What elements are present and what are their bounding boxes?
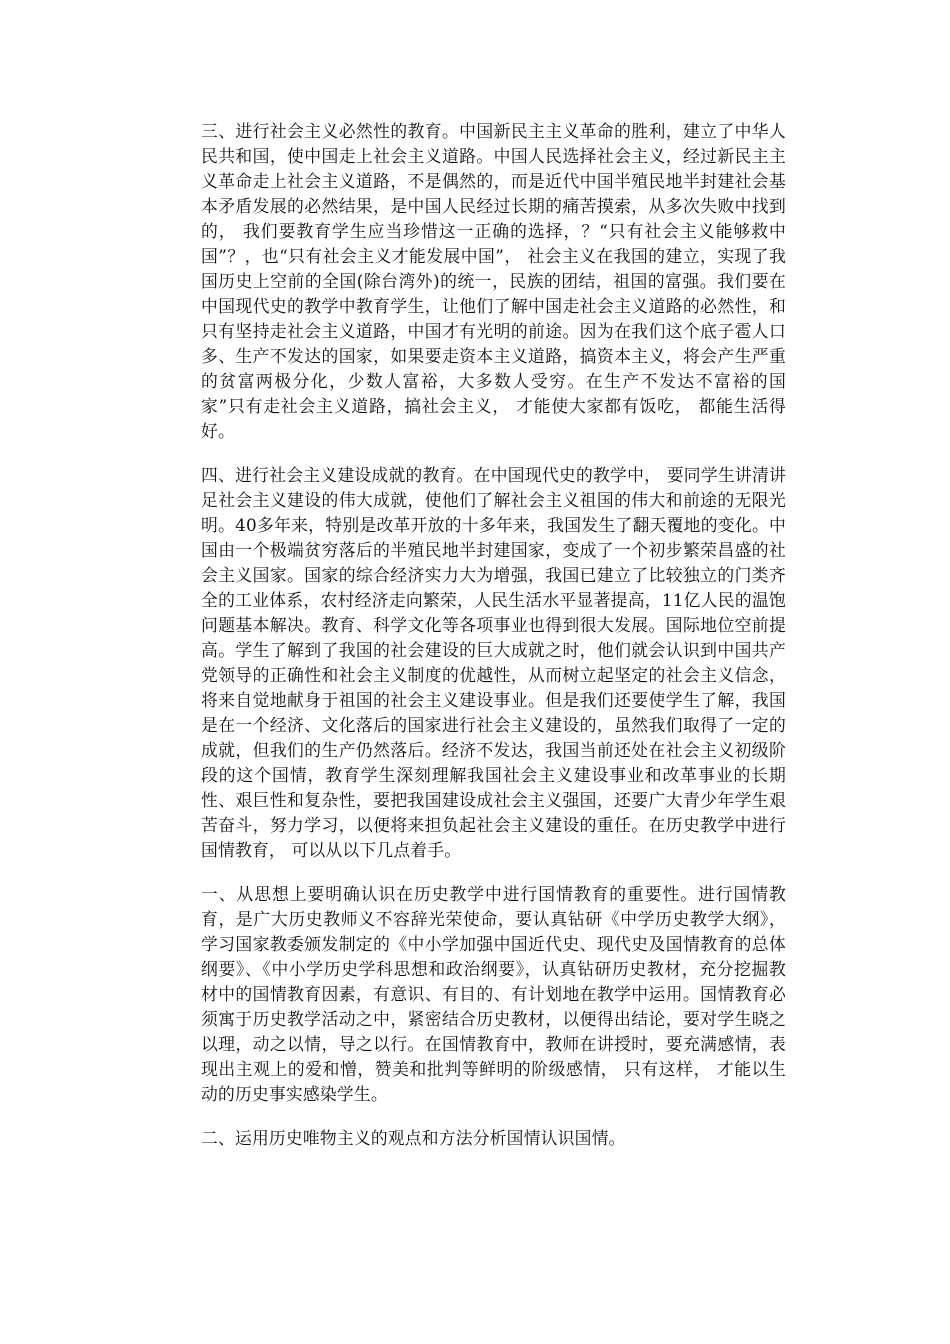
document-body: [201, 119, 786, 1151]
paragraph-socialism-inevitability: 三、进行社会主义必然性的教育。中国新民主主义革命的胜利，建立了中华人民共和国，使中国走上社会主义道路。中国人民选择社会主义，经过新民主主义革命走上社会主义道路，不是偶然的，而是近代中国半殖民地半封建社会基本矛盾发展的必然结果，是中国人民经过长期的痛苦摸索，从多次失败中找到的， 我们要教育学生应当珍惜这一正确的选择，？“只有社会主义能够救中国”？，也“只有社会主义才能发展中国”， 社会主义在我国的建立，实现了我国历史上空前的全国(除台湾外)的统一，民族的团结，祖国的富强。我们要在中国现代史的教学中教育学生，让他们了解中国走社会主义道路的必然性，和只有坚持走社会主义道路，中国才有光明的前途。因为在我们这个底子雹人口多、生产不发达的国家，如果要走资本主义道路，搞资本主义，将会产生严重的贫富两极分化，少数人富裕，大多数人受穷。在生产不发达不富裕的国家”只有走社会主义道路，搞社会主义， 才能使大家都有饭吃， 都能生活得好。: [201, 121, 786, 441]
paragraph-importance-awareness: 一、从思想上要明确认识在历史教学中进行国情教育的重要性。进行国情教育，是广大历史教师义不容辞光荣使命，要认真钻研《中学历史教学大纲》，学习国家教委颁发制定的《中小学加强中国近代史、现代史及国情教育的总体纲要》、《中小学历史学科思想和政治纲要》，认真钻研历史教材，充分挖掘教材中的国情教育因素，有意识、有目的、有计划地在教学中运用。国情教育必须寓于历史教学活动之中，紧密结合历史教材，以便得出结论，要对学生晓之以理，动之以情，导之以行。在国情教育中，教师在讲授时，要充满感情，表现出主观上的爱和憎，赞美和批判等鲜明的阶级感情， 只有这样， 才能以生动的历史事实感染学生。: [201, 884, 786, 1104]
paragraph-construction-achievements: 四、进行社会主义建设成就的教育。在中国现代史的教学中， 要同学生讲清讲足社会主义建设的伟大成就，使他们了解社会主义祖国的伟大和前途的无限光明。40多年来，特别是改革开放的十多年来，我国发生了翻天覆地的变化。中国由一个极端贫穷落后的半殖民地半封建国家，变成了一个初步繁荣昌盛的社会主义国家。国家的综合经济实力大为增强，我国已建立了比较独立的门类齐全的工业体系，农村经济走向繁荣，人民生活水平显著提高，11亿人民的温饱问题基本解决。教育、科学文化等各项事业也得到很大发展。国际地位空前提高。学生了解到了我国的社会建设的巨大成就之时，他们就会认识到中国共产党领导的正确性和社会主义制度的优越性，从而树立起坚定的社会主义信念，将来自觉地献身于祖国的社会主义建设事业。但是我们还要使学生了解，我国是在一个经济、文化落后的国家进行社会主义建设的，虽然我们取得了一定的成就，但我们的生产仍然落后。经济不发达，我国当前还处在社会主义初级阶段的这个国情，教育学生深刻理解我国社会主义建设事业和改革事业的长期性、艰巨性和复杂性，要把我国建设成社会主义强国，还要广大青少年学生艰苦奋斗，努力学习，以便将来担负起社会主义建设的重任。在历史教学中进行国情教育， 可以从以下几点着手。: [201, 465, 786, 860]
paragraph-historical-materialism: 二、运用历史唯物主义的观点和方法分析国情认识国情。: [201, 1128, 626, 1148]
